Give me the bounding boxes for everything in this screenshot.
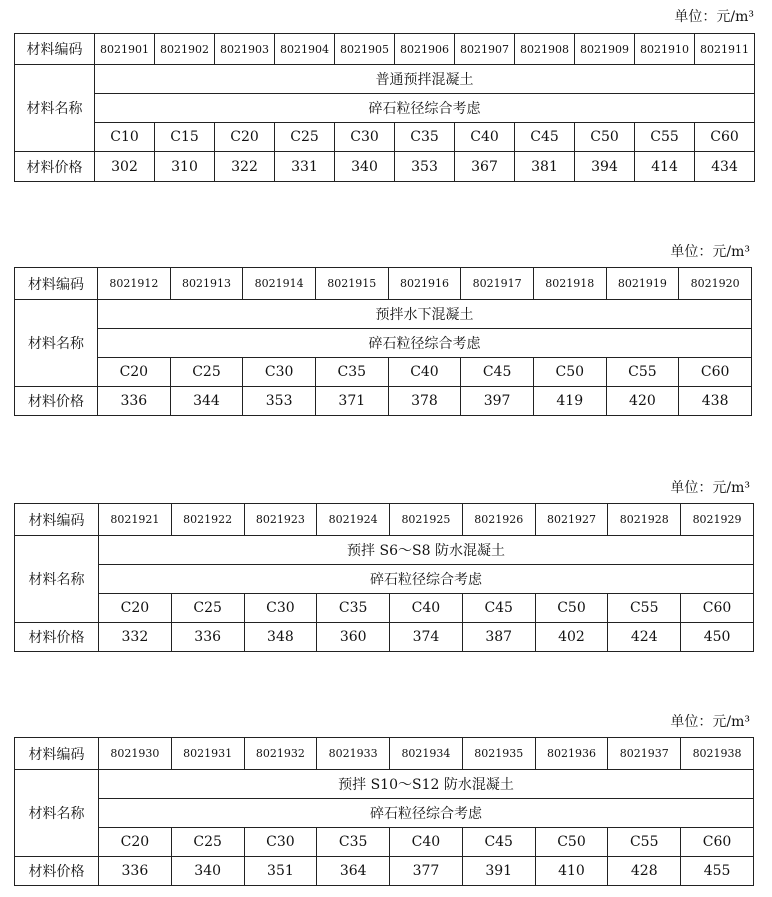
code-cell: 8021936 [535, 738, 608, 770]
table-row [15, 799, 754, 828]
row-header-name: 材料名称 [15, 770, 99, 857]
price-cell: 374 [390, 623, 463, 652]
price-table [14, 33, 755, 182]
table-row [15, 738, 754, 770]
grade-cell: C25 [171, 594, 244, 623]
code-cell: 8021924 [317, 504, 390, 536]
price-cell: 387 [462, 623, 535, 652]
grade-cell: C30 [244, 828, 317, 857]
table-row [15, 65, 755, 94]
row-header-name: 材料名称 [15, 300, 98, 387]
grade-cell: C20 [99, 828, 172, 857]
code-cell: 8021928 [608, 504, 681, 536]
row-header-price: 材料价格 [15, 152, 95, 182]
price-cell: 438 [679, 387, 752, 416]
code-cell: 8021916 [388, 268, 461, 300]
grade-cell: C60 [681, 828, 754, 857]
code-cell: 8021923 [244, 504, 317, 536]
row-header-code: 材料编码 [15, 738, 99, 770]
code-cell: 8021929 [681, 504, 754, 536]
material-spec: 碎石粒径综合考虑 [95, 94, 755, 123]
grade-cell: C55 [635, 123, 695, 152]
price-cell: 371 [315, 387, 388, 416]
table-row [15, 504, 754, 536]
code-cell: 8021938 [681, 738, 754, 770]
row-header-name: 材料名称 [15, 536, 99, 623]
row-header-code: 材料编码 [15, 268, 98, 300]
code-cell: 8021907 [455, 34, 515, 65]
row-header-code: 材料编码 [15, 34, 95, 65]
price-cell: 378 [388, 387, 461, 416]
table-row [15, 623, 754, 652]
row-header-price: 材料价格 [15, 623, 99, 652]
price-cell: 340 [171, 857, 244, 886]
table-row [15, 594, 754, 623]
price-cell: 414 [635, 152, 695, 182]
price-cell: 397 [461, 387, 534, 416]
grade-cell: C20 [99, 594, 172, 623]
grade-cell: C35 [395, 123, 455, 152]
code-cell: 8021918 [533, 268, 606, 300]
code-cell: 8021910 [635, 34, 695, 65]
price-cell: 340 [335, 152, 395, 182]
price-cell: 353 [395, 152, 455, 182]
table-row [15, 94, 755, 123]
code-cell: 8021937 [608, 738, 681, 770]
code-cell: 8021927 [535, 504, 608, 536]
price-cell: 360 [317, 623, 390, 652]
table-row [15, 358, 752, 387]
unit-label: 单位：元/m³ [674, 9, 754, 25]
code-cell: 8021903 [215, 34, 275, 65]
grade-cell: C40 [388, 358, 461, 387]
price-cell: 351 [244, 857, 317, 886]
price-cell: 428 [608, 857, 681, 886]
grade-cell: C60 [695, 123, 755, 152]
grade-cell: C50 [533, 358, 606, 387]
grade-cell: C25 [275, 123, 335, 152]
code-cell: 8021935 [462, 738, 535, 770]
price-table [14, 737, 754, 886]
code-cell: 8021920 [679, 268, 752, 300]
material-name: 预拌 S10～S12 防水混凝土 [99, 770, 754, 799]
grade-cell: C35 [315, 358, 388, 387]
code-cell: 8021913 [170, 268, 243, 300]
price-cell: 322 [215, 152, 275, 182]
price-cell: 420 [606, 387, 679, 416]
grade-cell: C50 [535, 828, 608, 857]
code-cell: 8021909 [575, 34, 635, 65]
unit-label: 单位：元/m³ [670, 480, 750, 496]
material-spec: 碎石粒径综合考虑 [99, 565, 754, 594]
code-cell: 8021921 [99, 504, 172, 536]
price-cell: 336 [171, 623, 244, 652]
table-row [15, 152, 755, 182]
table-row [15, 857, 754, 886]
price-cell: 410 [535, 857, 608, 886]
grade-cell: C55 [606, 358, 679, 387]
table-row [15, 387, 752, 416]
row-header-price: 材料价格 [15, 387, 98, 416]
price-cell: 391 [462, 857, 535, 886]
grade-cell: C25 [171, 828, 244, 857]
table-row [15, 268, 752, 300]
code-cell: 8021908 [515, 34, 575, 65]
grade-cell: C50 [535, 594, 608, 623]
price-cell: 367 [455, 152, 515, 182]
material-name: 预拌水下混凝土 [98, 300, 752, 329]
price-table [14, 267, 752, 416]
grade-cell: C30 [335, 123, 395, 152]
price-cell: 302 [95, 152, 155, 182]
grade-cell: C60 [681, 594, 754, 623]
code-cell: 8021906 [395, 34, 455, 65]
grade-cell: C30 [243, 358, 316, 387]
code-cell: 8021914 [243, 268, 316, 300]
code-cell: 8021919 [606, 268, 679, 300]
price-cell: 332 [99, 623, 172, 652]
grade-cell: C35 [317, 594, 390, 623]
material-name: 普通预拌混凝土 [95, 65, 755, 94]
row-header-price: 材料价格 [15, 857, 99, 886]
code-cell: 8021917 [461, 268, 534, 300]
grade-cell: C45 [461, 358, 534, 387]
grade-cell: C40 [390, 594, 463, 623]
price-cell: 450 [681, 623, 754, 652]
code-cell: 8021934 [390, 738, 463, 770]
price-cell: 310 [155, 152, 215, 182]
code-cell: 8021915 [315, 268, 388, 300]
table-row [15, 536, 754, 565]
grade-cell: C20 [98, 358, 171, 387]
grade-cell: C20 [215, 123, 275, 152]
code-cell: 8021922 [171, 504, 244, 536]
code-cell: 8021932 [244, 738, 317, 770]
grade-cell: C30 [244, 594, 317, 623]
grade-cell: C15 [155, 123, 215, 152]
price-cell: 336 [99, 857, 172, 886]
price-table [14, 503, 754, 652]
grade-cell: C45 [462, 594, 535, 623]
grade-cell: C50 [575, 123, 635, 152]
grade-cell: C45 [515, 123, 575, 152]
code-cell: 8021933 [317, 738, 390, 770]
code-cell: 8021902 [155, 34, 215, 65]
code-cell: 8021926 [462, 504, 535, 536]
material-spec: 碎石粒径综合考虑 [98, 329, 752, 358]
code-cell: 8021925 [390, 504, 463, 536]
grade-cell: C55 [608, 594, 681, 623]
grade-cell: C55 [608, 828, 681, 857]
price-cell: 434 [695, 152, 755, 182]
table-row [15, 770, 754, 799]
price-cell: 402 [535, 623, 608, 652]
unit-label: 单位：元/m³ [670, 244, 750, 260]
price-cell: 336 [98, 387, 171, 416]
grade-cell: C35 [317, 828, 390, 857]
code-cell: 8021912 [98, 268, 171, 300]
table-row [15, 565, 754, 594]
price-cell: 394 [575, 152, 635, 182]
price-cell: 344 [170, 387, 243, 416]
row-header-code: 材料编码 [15, 504, 99, 536]
table-row [15, 828, 754, 857]
table-row [15, 34, 755, 65]
table-row [15, 329, 752, 358]
price-cell: 348 [244, 623, 317, 652]
grade-cell: C25 [170, 358, 243, 387]
material-spec: 碎石粒径综合考虑 [99, 799, 754, 828]
code-cell: 8021930 [99, 738, 172, 770]
material-name: 预拌 S6～S8 防水混凝土 [99, 536, 754, 565]
grade-cell: C60 [679, 358, 752, 387]
price-cell: 331 [275, 152, 335, 182]
grade-cell: C40 [455, 123, 515, 152]
price-cell: 364 [317, 857, 390, 886]
grade-cell: C40 [390, 828, 463, 857]
table-row [15, 123, 755, 152]
price-cell: 424 [608, 623, 681, 652]
table-row [15, 300, 752, 329]
code-cell: 8021911 [695, 34, 755, 65]
price-cell: 353 [243, 387, 316, 416]
code-cell: 8021905 [335, 34, 395, 65]
row-header-name: 材料名称 [15, 65, 95, 152]
grade-cell: C45 [462, 828, 535, 857]
price-cell: 419 [533, 387, 606, 416]
code-cell: 8021904 [275, 34, 335, 65]
code-cell: 8021901 [95, 34, 155, 65]
unit-label: 单位：元/m³ [670, 714, 750, 730]
price-cell: 455 [681, 857, 754, 886]
price-cell: 381 [515, 152, 575, 182]
code-cell: 8021931 [171, 738, 244, 770]
grade-cell: C10 [95, 123, 155, 152]
price-cell: 377 [390, 857, 463, 886]
